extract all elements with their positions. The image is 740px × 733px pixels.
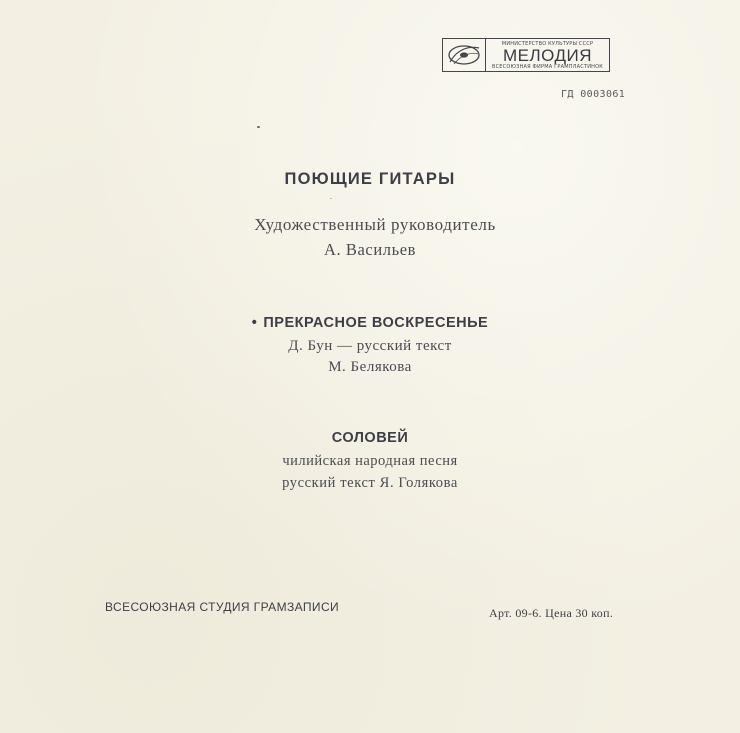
song-2-title: СОЛОВЕЙ bbox=[331, 430, 409, 446]
bullet-icon: • bbox=[251, 315, 258, 331]
song-1-credit-1: Д. Бун — русский текст bbox=[288, 338, 452, 354]
logo-ministry: МИНИСТЕРСТВО КУЛЬТУРЫ СССР bbox=[501, 40, 594, 47]
price-info: Арт. 09-6. Цена 30 коп. bbox=[489, 606, 614, 620]
director-role: Художественный руководитель bbox=[254, 215, 496, 234]
melodiya-logo-text bbox=[486, 39, 609, 71]
song-1-title-line bbox=[0, 315, 740, 331]
logo-brand: МЕЛОДИЯ bbox=[502, 45, 592, 65]
logo-company: ВСЕСОЮЗНАЯ ФИРМА ГРАМПЛАСТИНОК bbox=[491, 63, 603, 70]
melodiya-logo bbox=[442, 38, 610, 72]
song-1-title: ПРЕКРАСНОЕ ВОСКРЕСЕНЬЕ bbox=[263, 315, 489, 331]
song-1-credit-2: М. Белякова bbox=[328, 359, 412, 375]
group-name: ПОЮЩИЕ ГИТАРЫ bbox=[284, 170, 456, 188]
studio-name: ВСЕСОЮЗНАЯ СТУДИЯ ГРАМЗАПИСИ bbox=[105, 600, 340, 614]
catalog-number: ГД 0003061 bbox=[561, 89, 626, 100]
director-name: А. Васильев bbox=[323, 240, 417, 259]
paper-speck bbox=[330, 198, 332, 199]
melodiya-disc-icon bbox=[443, 39, 486, 71]
paper-speck bbox=[257, 126, 260, 128]
song-2-credit-2: русский текст Я. Голякова bbox=[282, 475, 458, 491]
song-2-credit-1: чилийская народная песня bbox=[282, 453, 458, 469]
